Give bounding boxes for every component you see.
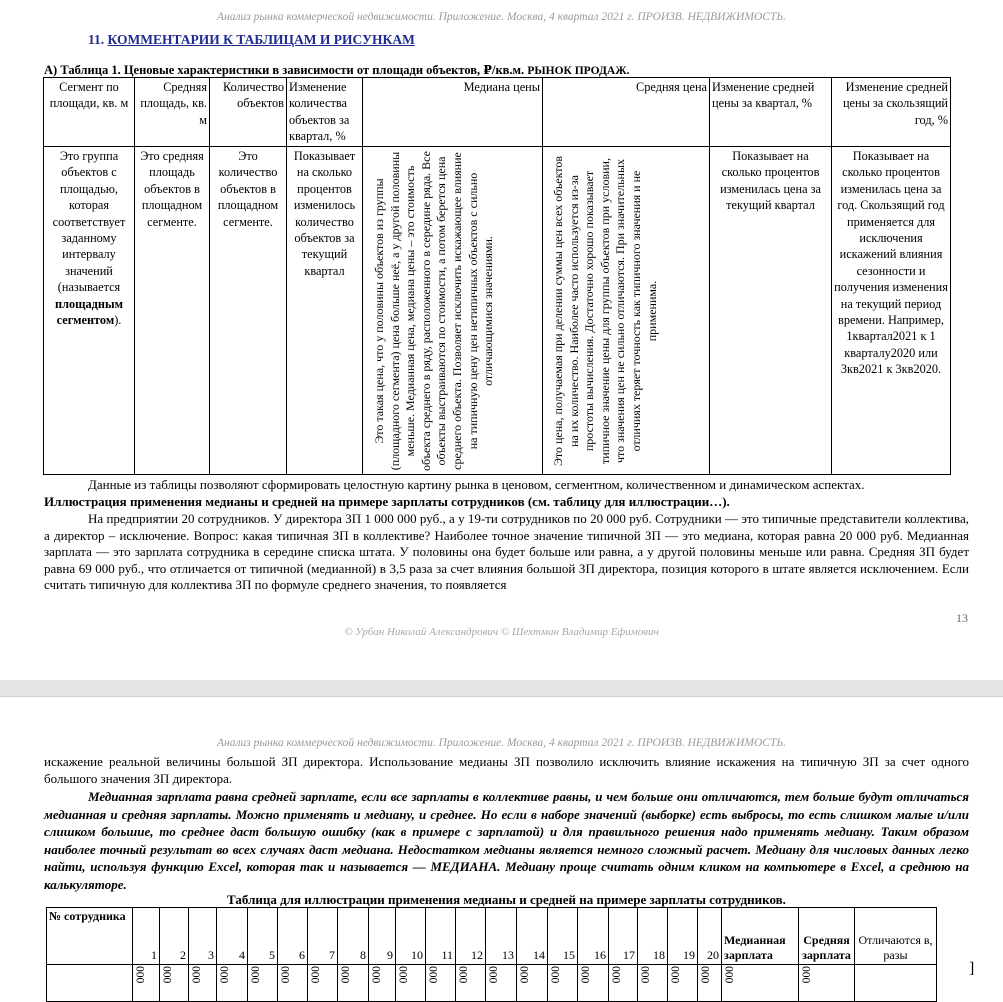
salary-value: 000 (550, 966, 562, 984)
salary-value: 000 (191, 966, 203, 984)
th-emp-2: 2 (160, 908, 189, 965)
cell-price-change-year-desc: Показывает на сколько процентов изменилась цена за год. Скользящий год применяется для исключения искажений влияния сезонности и получения изменения на текущий период времени. Например, 1квартал2021 к 1 кварталу2020 или 3кв2021 к 3кв2020. (832, 147, 951, 475)
table2-caption: Таблица для иллюстрации применения медианы и средней на примере зарплаты сотрудников. (227, 892, 786, 907)
th-emp-19: 19 (668, 908, 698, 965)
th-emp-16: 16 (578, 908, 609, 965)
salary-illustration-table (46, 907, 937, 1002)
paragraph-summary: Данные из таблицы позволяют сформировать целостную картину рынка в ценовом, сегментном, количественном и динамическом аспектах. (88, 477, 865, 492)
td-emp-20 (698, 965, 722, 1002)
th-emp-10: 10 (396, 908, 426, 965)
th-emp-13: 13 (486, 908, 517, 965)
paragraph-illustration-heading: Иллюстрация применения медианы и средней на примере зарплаты сотрудников (см. таблицу для иллюстрации…). (44, 494, 730, 509)
salary-value: 000 (162, 966, 174, 984)
td-emp-15 (548, 965, 578, 1002)
th-count: Количество объектов (210, 78, 287, 147)
td-emp-18 (638, 965, 668, 1002)
cell-avg-price-desc (543, 147, 710, 475)
table1-caption-caps: РЫНОК ПРОДАЖ. (527, 65, 630, 77)
th-emp-6: 6 (278, 908, 308, 965)
td-emp-11 (426, 965, 456, 1002)
salary-value: 000 (488, 966, 500, 984)
td-emp-6 (278, 965, 308, 1002)
th-avg-price: Средняя цена (543, 78, 710, 147)
cell-median-desc (363, 147, 543, 475)
td-emp-14 (517, 965, 548, 1002)
salary-value: 000 (340, 966, 352, 984)
th-emp-5: 5 (248, 908, 278, 965)
td-emp-1 (133, 965, 160, 1002)
th-emp-9: 9 (369, 908, 396, 965)
paragraph-salary-example: На предприятии 20 сотрудников. У директора ЗП 1 000 000 руб., а у 19-ти сотрудников по 20 000 руб. Сотрудники — это типичные представители коллектива, а директор – исключение. Вопрос: какая типичная ЗП в коллективе? Наиболее точное значение типичной ЗП — это медиана, которая равна 20 000 руб. Медианная зарплата — это зарплата сотрудника в середине списка штата. У половины она будет больше или равна, а у другой половины меньше или равна. Средняя ЗП будет равна 69 000 руб., что отличается от типичной (медианной) в 3,5 раза за счет влияния большой ЗП директора, позиция которого в штате является исключением. Если считать типичную для коллектива ЗП по формуле среднего значения, то появляется (44, 511, 969, 593)
th-emp-20: 20 (698, 908, 722, 965)
td-emp-3 (189, 965, 217, 1002)
th-emp-8: 8 (338, 908, 369, 965)
page-footer: © Урбан Николай Александрович © Шехтман Владимир Ефимович (344, 626, 659, 638)
page-number: 13 (956, 611, 968, 625)
salary-value: 000 (428, 966, 440, 984)
running-header-2: Анализ рынка коммерческой недвижимости. Приложение. Москва, 4 квартал 2021 г. ПРОИЗВ. НЕДВИЖИМОСТЬ. (216, 737, 787, 749)
th-employee-number: № сотрудника (47, 908, 133, 965)
th-count-change: Изменение количества объектов за квартал, % (287, 78, 363, 147)
th-median-salary: Медианная зарплата (722, 908, 799, 965)
th-segment: Сегмент по площади, кв. м (44, 78, 135, 147)
segment-desc-text: Это группа объектов с площадью, которая соответствует заданному интервалу значений (называется (52, 149, 126, 295)
td-emp-5 (248, 965, 278, 1002)
th-emp-7: 7 (308, 908, 338, 965)
salary-value: 000 (580, 966, 592, 984)
section-number: 11. (88, 32, 105, 47)
salary-value: 000 (670, 966, 682, 984)
td-emp-19 (668, 965, 698, 1002)
th-emp-12: 12 (456, 908, 486, 965)
median-desc-text: Это такая цена, что у половины объектов из группы (площадного сегмента) цена больше неё, а у другой половины меньше. Медианная цена, медиана цены – это стоимость объекта среднего в ряду, расположенного в середине ряда. Все объекты выстраиваются по стоимости, а потом берется цена среднего объекта. Позволяет исключить искажающее влияние на типичную цену цен нетипичных объектов с сильно отличающимися значениями. (371, 150, 495, 471)
th-emp-3: 3 (189, 908, 217, 965)
td-diff (855, 965, 937, 1002)
segment-desc-end: ). (114, 313, 122, 328)
salary-value: 000 (700, 966, 712, 984)
td-emp-9 (369, 965, 396, 1002)
salary-value: 000 (611, 966, 623, 984)
td-emp-17 (609, 965, 638, 1002)
cell-segment-desc (44, 147, 135, 475)
td-emp-10 (396, 965, 426, 1002)
th-avg-area: Средняя площадь, кв. м (135, 78, 210, 147)
salary-value: 000 (280, 966, 292, 984)
th-emp-15: 15 (548, 908, 578, 965)
th-emp-4: 4 (217, 908, 248, 965)
th-price-change-year: Изменение средней цены за скользящий год, % (832, 78, 951, 147)
avg-value: 000 (801, 966, 813, 984)
cell-avg-area-desc: Это средняя площадь объектов в площадном сегменте. (135, 147, 210, 475)
cell-price-change-quarter-desc: Показывает на сколько процентов изменилась цена за текущий квартал (710, 147, 832, 475)
cell-count-desc: Это количество объектов в площадном сегменте. (210, 147, 287, 475)
salary-value: 000 (310, 966, 322, 984)
salary-value: 000 (250, 966, 262, 984)
td-emp-4 (217, 965, 248, 1002)
salary-value: 000 (519, 966, 531, 984)
td-emp-16 (578, 965, 609, 1002)
salary-value: 000 (398, 966, 410, 984)
median-value: 000 (724, 966, 736, 984)
th-emp-1: 1 (133, 908, 160, 965)
price-characteristics-table (43, 77, 951, 475)
paragraph-median-vs-mean: Медианная зарплата равна средней зарплате, если все зарплаты в коллективе равны, и чем больше они отличаются, тем больше будут отличаться медианная и средняя зарплаты. Можно применять и медиану, и среднее. Но если в наборе значений (выборке) есть выбросы, то есть слишком малые и/или слишком большие, то среднее даст большую ошибку (как в примере с зарплатой) и для правильного решения надо применять медиану. Таким образом наиболее точный результат во всех случаях даст медиана. Недостатком медианы является немного сложный расчет. Медиану для числовых данных легко найти, используя функцию Excel, которая так и называется — МЕДИАНА. Медиану проще считать одним кликом на компьютере в Excel, а среднюю на калькуляторе. (44, 789, 969, 892)
section-title (88, 32, 415, 48)
td-emp-2 (160, 965, 189, 1002)
salary-value: 000 (135, 966, 147, 984)
table1-body-row (44, 147, 951, 475)
table1-header-row (44, 78, 951, 147)
td-emp-8 (338, 965, 369, 1002)
table1-caption (44, 62, 629, 78)
td-emp-12 (456, 965, 486, 1002)
page-14 (0, 697, 1003, 993)
table1-caption-text: А) Таблица 1. Ценовые характеристики в зависимости от площади объектов, ₽/кв.м. (44, 63, 525, 77)
salary-value: 000 (458, 966, 470, 984)
td-emp-13 (486, 965, 517, 1002)
th-emp-14: 14 (517, 908, 548, 965)
th-emp-11: 11 (426, 908, 456, 965)
td-median (722, 965, 799, 1002)
running-header: Анализ рынка коммерческой недвижимости. Приложение. Москва, 4 квартал 2021 г. ПРОИЗВ. НЕДВИЖИМОСТЬ. (216, 11, 787, 23)
th-median-price: Медиана цены (363, 78, 543, 147)
salary-value: 000 (640, 966, 652, 984)
section-heading: КОММЕНТАРИИ К ТАБЛИЦАМ И РИСУНКАМ (107, 32, 415, 47)
th-avg-salary: Средняя зарплата (799, 908, 855, 965)
td-row-label (47, 965, 133, 1002)
td-emp-7 (308, 965, 338, 1002)
paragraph-continuation: искажение реальной величины большой ЗП директора. Использование медианы ЗП позволило исключить влияние искажения на типичную ЗП за счет одного большого значения ЗП директора. (44, 754, 969, 786)
page-gap (0, 680, 1003, 696)
th-price-change-quarter: Изменение средней цены за квартал, % (710, 78, 832, 147)
segment-desc-term: площадным сегментом (55, 296, 123, 328)
table2-data-row (47, 965, 937, 1002)
table2-header-row (47, 908, 937, 965)
td-avg (799, 965, 855, 1002)
th-emp-18: 18 (638, 908, 668, 965)
salary-value: 000 (219, 966, 231, 984)
th-emp-17: 17 (609, 908, 638, 965)
bracket-mark: ] (969, 960, 975, 977)
avg-price-desc-text: Это цена, получаемая при делении суммы цен всех объектов на их количество. Наиболее часто используется из-за простоты вычисления. Достаточно хорошо показывает типичное значение цены для группы объектов при условии, что значения цен не сильно отличаются. При значительных отличиях теряет точность как типичного значения и не применима. (551, 155, 659, 466)
salary-value: 000 (371, 966, 383, 984)
cell-count-change-desc: Показывает на сколько процентов изменилось количество объектов за текущий квартал (287, 147, 363, 475)
th-differ-times: Отличаются в, разы (855, 908, 937, 965)
